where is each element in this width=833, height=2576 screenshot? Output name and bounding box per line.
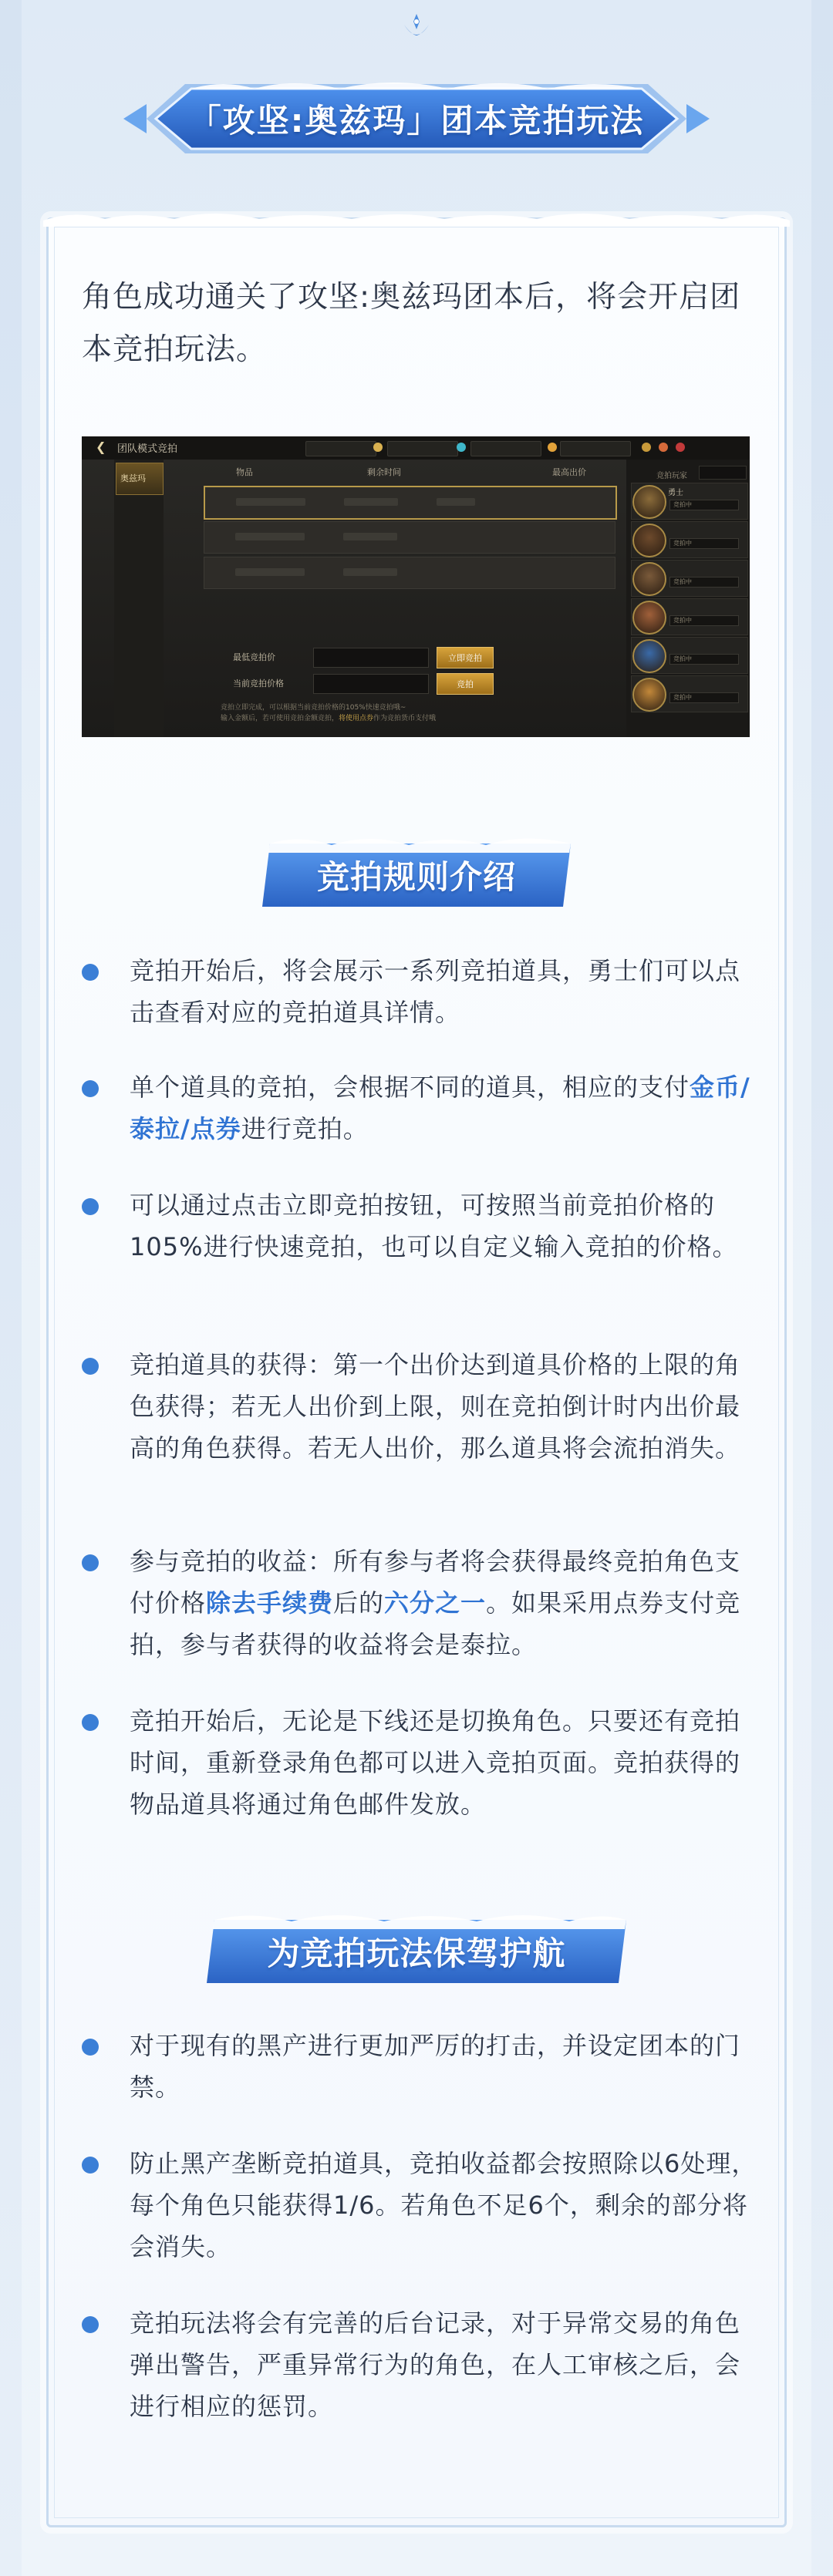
auction-row (204, 557, 615, 589)
rule-item (82, 950, 760, 1033)
bullet-dot-icon (82, 964, 99, 981)
mail-icon (642, 443, 651, 452)
player-name: 勇士 (668, 489, 683, 497)
min-bid-value (313, 648, 429, 668)
rule-text: 防止黑产垄断竞拍道具，竞拍收益都会按照除以6处理，每个角色只能获得1/6。若角色不足6个，剩余的部分将会消失。 (130, 2149, 757, 2261)
currency-box (387, 441, 458, 456)
player-avatar (632, 639, 666, 673)
player-avatar (632, 524, 666, 557)
bullet-dot-icon (82, 1080, 99, 1097)
rule-item (82, 2025, 760, 2108)
gift-icon (659, 443, 668, 452)
gold-coin-icon (373, 443, 383, 452)
rule-item (82, 1541, 760, 1665)
rule-text: 对于现有的黑产进行更加严厉的打击，并设定团本的门禁。 (130, 2031, 741, 2102)
rule-item (82, 1700, 760, 1825)
player-list-filter (699, 466, 747, 480)
player-status: 竞拍中 (669, 577, 739, 588)
rule-text: 参与竞拍的收益：所有参与者将会获得最终竞拍角色支付价格除去手续费后的六分之一。如果采用点券支付竞拍，参与者获得的收益将会是泰拉。 (130, 1547, 741, 1659)
bid-note-currency: 输入金额后，若可使用竞拍金额竞拍，将使用点券作为竞拍货币支付哦 (221, 715, 437, 722)
currency-box (470, 441, 541, 456)
section-rules-title: 竞拍规则介绍 (316, 858, 516, 896)
rule-text: 单个道具的竞拍，会根据不同的道具，相应的支付金币/泰拉/点券进行竞拍。 (130, 1072, 750, 1143)
bullet-dot-icon (82, 1198, 99, 1215)
section-protection-title: 为竞拍玩法保驾护航 (267, 1935, 566, 1972)
col-price: 最高出价 (552, 467, 586, 477)
my-bid-input (313, 674, 429, 694)
bullet-dot-icon (82, 1714, 99, 1731)
section-protection-banner (199, 1909, 634, 1994)
right-frost-decoration (811, 0, 833, 2576)
player-status: 竞拍中 (669, 654, 739, 665)
title-banner (116, 73, 717, 164)
section-rules-banner (255, 833, 578, 918)
back-arrow-icon: ❮ (96, 439, 106, 454)
bullet-dot-icon (82, 1554, 99, 1571)
left-frost-decoration (0, 0, 22, 2576)
intro-text: 角色成功通关了攻坚:奥兹玛团本后，将会开启团本竞拍玩法。 (82, 280, 741, 367)
highlight-text: 金币/泰拉/点券 (130, 1072, 750, 1143)
player-status: 竞拍中 (669, 500, 739, 510)
rule-item (82, 2302, 760, 2427)
auction-row (204, 486, 617, 520)
highlight-text: 除去手续费 (206, 1588, 334, 1618)
rule-text: 可以通过点击立即竞拍按钮，可按照当前竞拍价格的105%进行快速竞拍，也可以自定义输入竞拍的价格。 (130, 1190, 738, 1261)
currency-box (305, 441, 376, 456)
instant-bid-button: 立即竞拍 (437, 647, 494, 668)
rule-item (82, 2143, 760, 2268)
player-status: 竞拍中 (669, 615, 739, 626)
player-avatar (632, 678, 666, 712)
bullet-dot-icon (82, 1358, 99, 1375)
rule-item (82, 1184, 760, 1268)
highlight-text: 六分之一 (384, 1588, 487, 1618)
rule-text: 竞拍道具的获得：第一个出价达到道具价格的上限的角色获得；若无人出价到上限，则在竞拍倒计时内出价最高的角色获得。若无人出价，那么道具将会流拍消失。 (130, 1350, 741, 1463)
terra-icon (457, 443, 466, 452)
tab-ozma-label: 奥兹玛 (120, 473, 146, 483)
currency-box (560, 441, 631, 456)
emblem-icon (393, 11, 440, 48)
bid-button: 竞拍 (437, 673, 494, 695)
col-item: 物品 (236, 467, 253, 477)
rule-item (82, 1066, 760, 1150)
col-time: 剩余时间 (367, 467, 401, 477)
ss-dungeon-tabs (114, 460, 164, 737)
bid-note: 竞拍立即完成，可以根据当前竞拍价格的105%快速竞拍哦~ (221, 704, 406, 712)
my-bid-label: 当前竞拍价格 (233, 679, 284, 689)
rule-text: 竞拍玩法将会有完善的后台记录，对于异常交易的角色弹出警告，严重异常行为的角色，在人工审核之后，会进行相应的惩罚。 (130, 2308, 741, 2421)
bullet-dot-icon (82, 2316, 99, 2333)
bullet-dot-icon (82, 2157, 99, 2174)
event-icon (676, 443, 685, 452)
player-avatar (632, 601, 666, 635)
player-list-head: 竞拍玩家 (656, 472, 687, 480)
page-title: 「攻坚:奥兹玛」团本竞拍玩法 (188, 102, 645, 140)
player-avatar (632, 485, 666, 519)
panel-snow-decoration (43, 208, 790, 227)
player-status: 竞拍中 (669, 538, 739, 549)
bullet-dot-icon (82, 2039, 99, 2056)
player-status: 竞拍中 (669, 692, 739, 703)
auction-row (204, 521, 615, 554)
player-avatar (632, 562, 666, 596)
ss-window-title: 团队模式竞拍 (117, 443, 178, 455)
rule-text: 竞拍开始后，无论是下线还是切换角色。只要还有竞拍时间，重新登录角色都可以进入竞拍页面。竞拍获得的物品道具将通过角色邮件发放。 (130, 1706, 741, 1819)
min-bid-label: 最低竞拍价 (233, 652, 275, 662)
rule-item (82, 1344, 760, 1469)
cera-icon (548, 443, 557, 452)
rule-text: 竞拍开始后，将会展示一系列竞拍道具，勇士们可以点击查看对应的竞拍道具详情。 (130, 956, 741, 1027)
game-auction-screenshot (82, 436, 750, 737)
